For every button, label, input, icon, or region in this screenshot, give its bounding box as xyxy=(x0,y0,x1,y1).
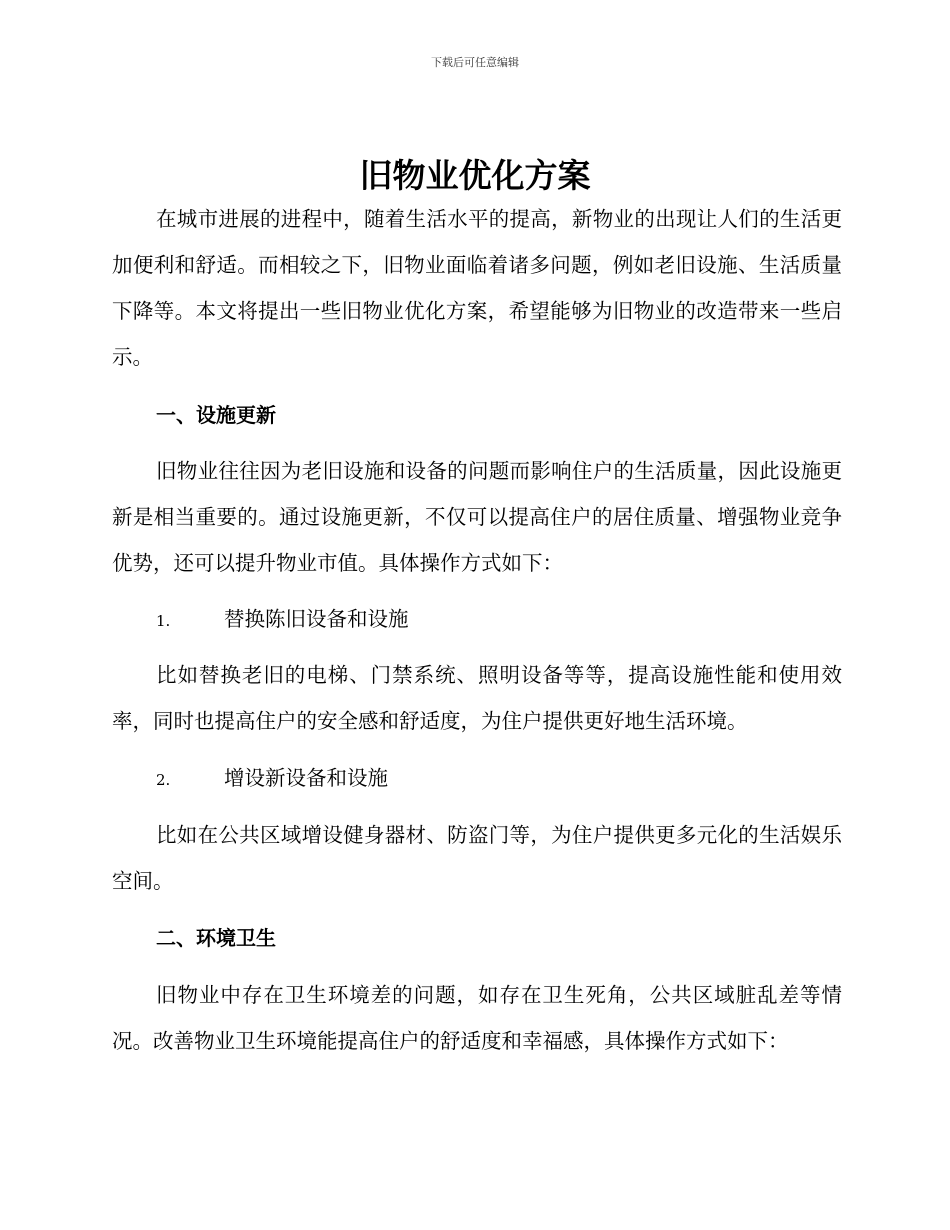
document-title: 旧物业优化方案 xyxy=(359,156,591,195)
section1-paragraph: 旧物业往往因为老旧设施和设备的问题而影响住户的生活质量，因此设施更新是相当重要的。通过设施更新，不仅可以提高住户的居住质量、增强物业竞争优势，还可以提升物业市值。具体操作方式如下： xyxy=(112,459,842,575)
list-label-1: 替换陈旧设备和设施 xyxy=(224,607,409,631)
list-number-1: 1. xyxy=(156,612,171,630)
list-item-1 xyxy=(156,596,409,644)
intro-paragraph: 在城市进展的进程中，随着生活水平的提高，新物业的出现让人们的生活更加便利和舒适。而相较之下，旧物业面临着诸多问题，例如老旧设施、生活质量下降等。本文将提出一些旧物业优化方案，希望能够为旧物业的改造带来一些启示。 xyxy=(112,207,842,369)
section1-heading: 一、设施更新 xyxy=(156,403,276,427)
list-label-2: 增设新设备和设施 xyxy=(224,766,388,790)
section2-paragraph: 旧物业中存在卫生环境差的问题，如存在卫生死角，公共区域脏乱差等情况。改善物业卫生环境能提高住户的舒适度和幸福感，具体操作方式如下： xyxy=(112,983,842,1053)
list-item-2 xyxy=(156,755,388,803)
section2-heading: 二、环境卫生 xyxy=(156,926,276,950)
list-number-2: 2. xyxy=(156,771,171,789)
item1-paragraph: 比如替换老旧的电梯、门禁系统、照明设备等等，提高设施性能和使用效率，同时也提高住户的安全感和舒适度，为住户提供更好地生活环境。 xyxy=(112,663,842,733)
item2-paragraph: 比如在公共区域增设健身器材、防盗门等，为住户提供更多元化的生活娱乐空间。 xyxy=(112,823,842,893)
page-header-note: 下载后可任意编辑 xyxy=(431,56,519,69)
